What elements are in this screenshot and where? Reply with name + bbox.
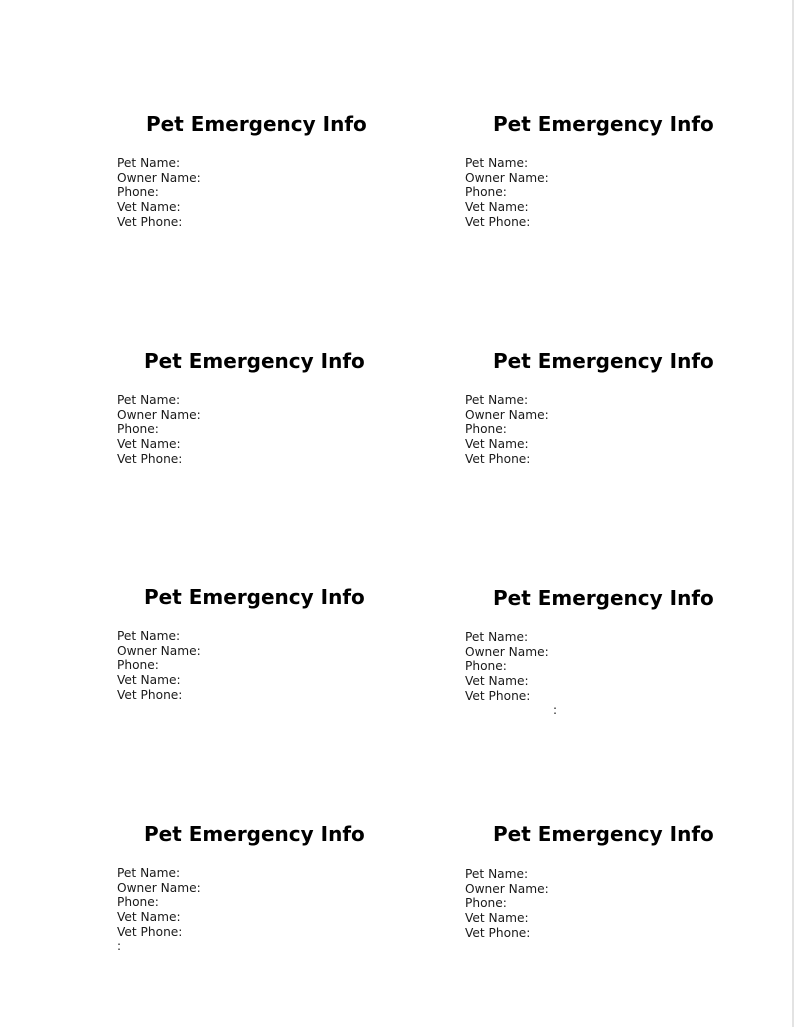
- field-list: [117, 629, 201, 703]
- field-vet-name: Vet Name:: [465, 437, 529, 452]
- stray-colon-mark: :: [117, 939, 122, 953]
- card-title: Pet Emergency Info: [144, 585, 365, 609]
- field-vet-name: Vet Name:: [117, 437, 181, 452]
- field-phone: Phone:: [117, 658, 159, 673]
- card-title: Pet Emergency Info: [493, 112, 714, 136]
- field-vet-phone: Vet Phone:: [117, 687, 183, 702]
- field-vet-phone: Vet Phone:: [465, 214, 531, 229]
- field-vet-name: Vet Name:: [465, 911, 529, 926]
- field-list: [465, 867, 549, 941]
- field-vet-phone: Vet Phone:: [465, 451, 531, 466]
- field-phone: Phone:: [117, 185, 159, 200]
- field-pet-name: Pet Name:: [465, 867, 529, 881]
- field-owner-name: Owner Name:: [465, 170, 549, 185]
- card-title: Pet Emergency Info: [493, 349, 714, 373]
- field-owner-name: Owner Name:: [465, 407, 549, 422]
- field-pet-name: Pet Name:: [465, 630, 529, 644]
- field-list: [117, 156, 201, 230]
- field-vet-phone: Vet Phone:: [465, 688, 531, 703]
- field-phone: Phone:: [117, 895, 159, 910]
- field-phone: Phone:: [117, 422, 159, 437]
- field-phone: Phone:: [465, 659, 507, 674]
- stray-colon-mark: :: [553, 703, 558, 717]
- field-owner-name: Owner Name:: [117, 880, 201, 895]
- field-phone: Phone:: [465, 896, 507, 911]
- field-pet-name: Pet Name:: [117, 156, 181, 170]
- field-pet-name: Pet Name:: [117, 866, 181, 880]
- field-list: [465, 156, 549, 230]
- field-pet-name: Pet Name:: [117, 393, 181, 407]
- field-vet-name: Vet Name:: [465, 200, 529, 215]
- field-phone: Phone:: [465, 185, 507, 200]
- field-list: [117, 866, 201, 940]
- field-pet-name: Pet Name:: [465, 393, 529, 407]
- field-vet-name: Vet Name:: [117, 200, 181, 215]
- field-pet-name: Pet Name:: [117, 629, 181, 643]
- field-vet-phone: Vet Phone:: [117, 924, 183, 939]
- field-owner-name: Owner Name:: [117, 170, 201, 185]
- card-title: Pet Emergency Info: [493, 586, 714, 610]
- card-title: Pet Emergency Info: [493, 822, 714, 846]
- field-list: [465, 630, 549, 704]
- field-list: [465, 393, 549, 467]
- field-phone: Phone:: [465, 422, 507, 437]
- field-owner-name: Owner Name:: [465, 644, 549, 659]
- card-title: Pet Emergency Info: [144, 822, 365, 846]
- card-title: Pet Emergency Info: [144, 349, 365, 373]
- card-title: Pet Emergency Info: [146, 112, 367, 136]
- field-owner-name: Owner Name:: [117, 407, 201, 422]
- field-pet-name: Pet Name:: [465, 156, 529, 170]
- field-list: [117, 393, 201, 467]
- field-vet-phone: Vet Phone:: [117, 451, 183, 466]
- field-vet-name: Vet Name:: [465, 674, 529, 689]
- field-owner-name: Owner Name:: [465, 881, 549, 896]
- field-vet-phone: Vet Phone:: [465, 925, 531, 940]
- field-vet-name: Vet Name:: [117, 673, 181, 688]
- field-owner-name: Owner Name:: [117, 643, 201, 658]
- field-vet-name: Vet Name:: [117, 910, 181, 925]
- field-vet-phone: Vet Phone:: [117, 214, 183, 229]
